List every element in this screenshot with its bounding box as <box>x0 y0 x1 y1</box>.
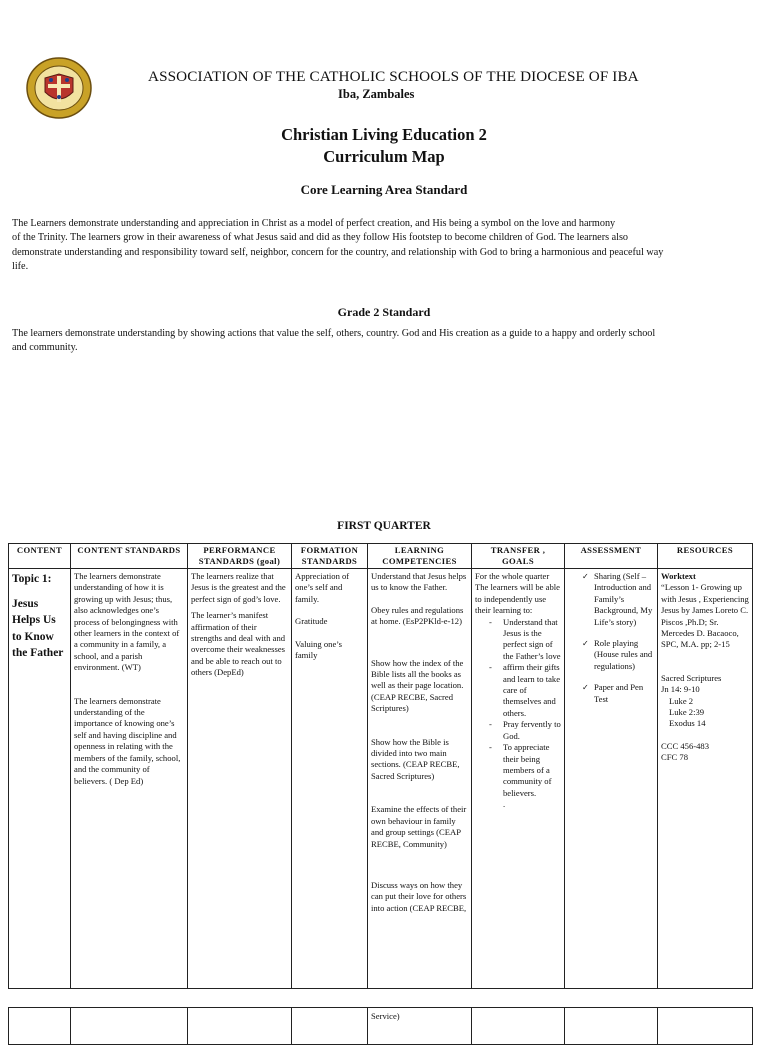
core-standard-line: demonstrate understanding and responsibility toward self, neighbor, concern for the country, and relationship with God to bring a harmonious and peaceful way <box>12 246 664 258</box>
transfer-intro: For the whole quarter The learners will be able to independently use their learning to: <box>475 571 560 616</box>
core-standard-line: life. <box>12 261 29 273</box>
scripture-ref: Exodus 14 <box>669 718 706 729</box>
transfer-goal-item: - Pray fervently to God. <box>503 719 561 742</box>
table-row <box>9 569 753 989</box>
column-header: LEARNING COMPETENCIES <box>368 544 472 569</box>
assessment-cell <box>565 569 658 989</box>
assessment-item: ✓ Paper and Pen Test <box>594 682 654 705</box>
resources-cell <box>658 569 753 989</box>
location-subtitle: Iba, Zambales <box>338 87 415 101</box>
scripture-heading: Sacred Scriptures <box>661 672 722 683</box>
column-header: PERFORMANCE STANDARDS (goal) <box>188 544 292 569</box>
document-title-line1: Christian Living Education 2 <box>281 125 487 144</box>
formation-standard-text: Appreciation of one’s self and family. <box>295 571 350 604</box>
competency-text: Show how the index of the Bible lists all the books as well as their page location. (CEAP RECBE, Sacred Scriptures) <box>371 657 464 714</box>
scripture-ref: Luke 2:39 <box>669 707 705 718</box>
diocese-seal-logo <box>26 57 92 119</box>
assessment-item: ✓ Role playing (House rules and regulations) <box>594 638 654 672</box>
content-cell <box>9 569 71 989</box>
empty-cell <box>658 1008 753 1045</box>
performance-standard-text: The learner’s manifest affirmation of their strengths and deal with and overcome their weaknesses and be able to reach out to others (DepEd) <box>191 610 286 678</box>
column-header: CONTENT STANDARDS <box>71 544 188 569</box>
grade-standard-line: and community. <box>12 342 78 354</box>
resources-heading: Worktext <box>661 571 696 581</box>
content-standard-text: The learners demonstrate understanding of how it is growing up with Jesus; thus, also acknowledges one’s process of belongingness with other learners in the context of a community in a family, a school, and a parish environment. (WT) <box>74 571 180 673</box>
competency-text: Examine the effects of their own behaviour in family and group settings (CEAP RECBE, Community) <box>371 804 467 849</box>
grade-standard-paragraph <box>12 327 752 356</box>
empty-cell <box>188 1008 292 1045</box>
empty-cell <box>472 1008 565 1045</box>
competency-text: Understand that Jesus helps us to know the Father. <box>371 571 467 593</box>
document-title-line2: Curriculum Map <box>323 147 445 166</box>
topic-name: Jesus Helps Us to Know the Father <box>12 597 64 659</box>
empty-cell <box>9 1008 71 1045</box>
formation-standards-cell <box>292 569 368 989</box>
assessment-item: ✓ Sharing (Self – Introduction and Family’s Background, My Life’s story) <box>594 571 654 628</box>
competency-text: Discuss ways on how they can put their love for others into action (CEAP RECBE, <box>371 879 467 913</box>
core-standard-line: of the Trinity. The learners grow in their awareness of what Jesus said and did as they follow His footstep to become children of God. The learners also <box>12 232 629 244</box>
empty-cell <box>71 1008 188 1045</box>
competency-text: Show how the Bible is divided into two main sections. (CEAP RECBE, Sacred Scriptures) <box>371 736 460 781</box>
core-standard-line: The Learners demonstrate understanding and appreciation in Christ as a model of perfect creation, and His being a symbol on the love and harmony <box>12 218 616 229</box>
transfer-goals-list <box>475 617 561 800</box>
association-title: ASSOCIATION OF THE CATHOLIC SCHOOLS OF THE DIOCESE OF IBA <box>148 68 639 85</box>
transfer-goal-item: - affirm their gifts and learn to take care of themselves and others. <box>503 662 561 719</box>
empty-cell <box>292 1008 368 1045</box>
competency-text: Obey rules and regulations at home. (EsP2PKld-e-12) <box>371 604 464 627</box>
core-standard-heading: Core Learning Area Standard <box>300 182 468 197</box>
transfer-goal-item: - Understand that Jesus is the perfect sign of the Father’s love <box>503 617 561 663</box>
formation-standard-text: Gratitude <box>295 616 328 627</box>
ccc-reference: CCC 456-483 <box>661 740 709 751</box>
curriculum-map-table <box>8 543 753 989</box>
column-header: CONTENT <box>9 544 71 569</box>
topic-label: Topic 1: <box>12 573 52 585</box>
assessment-list <box>568 571 654 705</box>
cfc-reference: CFC 78 <box>661 752 688 763</box>
column-header: FORMATION STANDARDS <box>292 544 368 569</box>
transfer-tail: . <box>503 799 506 810</box>
document-title <box>0 124 768 168</box>
formation-standard-text: Valuing one’s family <box>295 638 343 661</box>
continuation-cell: Service) <box>368 1008 472 1045</box>
curriculum-map-continuation-table <box>8 1007 753 1045</box>
empty-cell <box>565 1008 658 1045</box>
resources-text: “Lesson 1- Growing up with Jesus , Experiencing Jesus by James Loreto C. Piscos ,Ph.D; Sr. Mercedes D. Bacaoco, SPC, M.A. pp; 2-15 <box>661 582 749 650</box>
content-standards-cell <box>71 569 188 989</box>
transfer-goal-item: - To appreciate their being members of a community of believers. <box>503 742 561 799</box>
performance-standards-cell <box>188 569 292 989</box>
table-header-row <box>9 544 753 569</box>
grade-standard-heading: Grade 2 Standard <box>337 305 431 319</box>
core-standard-paragraph <box>12 217 752 275</box>
transfer-goals-cell <box>472 569 565 989</box>
column-header: RESOURCES <box>658 544 753 569</box>
table-row <box>9 1008 753 1045</box>
scripture-ref: Jn 14: 9-10 <box>661 684 700 695</box>
column-header: ASSESSMENT <box>565 544 658 569</box>
learning-competencies-cell <box>368 569 472 989</box>
content-standard-text: The learners demonstrate understanding of the importance of knowing one’s self and having discipline and openness in relating with the members of the family, school, and the community of believers. ( Dep Ed) <box>74 695 181 786</box>
scripture-ref: Luke 2 <box>669 695 694 706</box>
performance-standard-text: The learners realize that Jesus is the greatest and the perfect sign of god’s love. <box>191 571 286 604</box>
quarter-heading: FIRST QUARTER <box>337 520 431 532</box>
grade-standard-line: The learners demonstrate understanding by showing actions that value the self, others, country. God and His creation as a guide to a happy and orderly school <box>12 328 656 339</box>
column-header: TRANSFER , GOALS <box>472 544 565 569</box>
